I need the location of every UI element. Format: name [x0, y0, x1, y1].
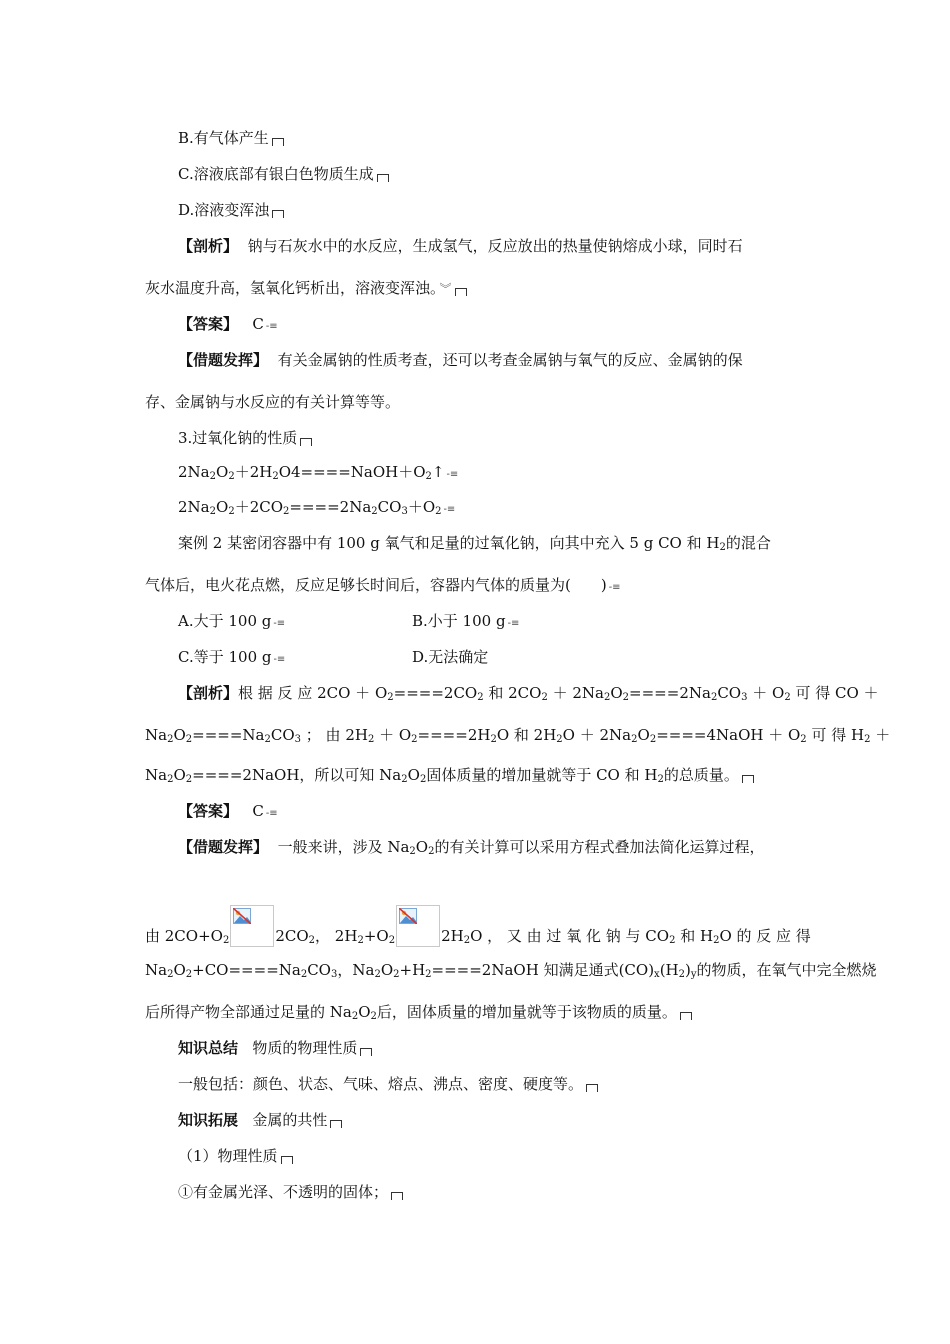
case-2-option-b: B.小于 100 g -≡: [412, 612, 520, 630]
line-break-icon: -≡: [446, 469, 459, 480]
analysis-2-line-3: $Na_2O_2====2NaOH$，所以可知 $Na_2O_2$固体质量的增加量就等于 CO 和 $H_2$的总质量。: [145, 765, 809, 785]
case-2-line-1: 案例 2 某密闭容器中有 100 g 氧气和足量的过氧化钠，向其中充入 5 g CO 和 $H_2$的混合: [178, 534, 771, 553]
expand-item-1: （1）物理性质: [178, 1146, 293, 1166]
extend-2-line-4: 后所得产物全部通过足量的 $Na_2O_2$后，固体质量的增加量就等于该物质的质量。: [145, 1002, 809, 1022]
paragraph-mark-icon: [300, 438, 312, 446]
option-d: D.溶液变浑浊: [178, 200, 284, 220]
equation-2: $2Na_2O_2+2CO_2====2Na_2CO_3+O_2$ -≡: [178, 498, 456, 517]
paragraph-mark-icon: [586, 1084, 598, 1092]
extend-2-line-2: 由 $2CO+O_2$ $2CO_2$， $2H_2+O_2$ $2H_2O$ ， 又 由 过 氧 化 钠 与 $CO_2$ 和 $H_2O$ 的 反 应 得: [145, 905, 809, 947]
broken-image-icon: [396, 905, 440, 947]
analysis-1-line-2: 灰水温度升高，氢氧化钙析出，溶液变浑浊。 ︾: [145, 278, 809, 299]
broken-image-icon: [230, 905, 274, 947]
case-2-line-2: 气体后，电火花点燃，反应足够长时间后，容器内气体的质量为( ) -≡: [145, 576, 621, 594]
analysis-2-line-2: $Na_2O_2====Na_2CO_3$ ； 由 $2H_2 + O_2====2H_2O$ 和 $2H_2O$ ＋ $2Na_2O_2====4NaOH + O_2$ 可 得 $H_2$ ＋: [145, 726, 891, 745]
paragraph-mark-icon: [330, 1120, 342, 1128]
paragraph-mark-icon: [742, 775, 754, 783]
knowledge-expand: 知识拓展 金属的共性: [178, 1110, 342, 1130]
case-2-option-d: D.无法确定: [412, 648, 489, 666]
line-break-icon: -≡: [273, 618, 286, 629]
paragraph-mark-icon: [455, 288, 467, 296]
line-break-icon: -≡: [507, 618, 520, 629]
knowledge-summary-line: 一般包括：颜色、状态、气味、熔点、沸点、密度、硬度等。: [178, 1074, 598, 1094]
answer-1: 【答案】 C -≡: [178, 315, 278, 333]
extend-2-line-3: $Na_2O_2+CO====Na_2CO_3$，$Na_2O_2+H_2====2NaOH$ 知满足通式$(CO)_x(H_2)_y$的物质，在氧气中完全燃烧: [145, 961, 877, 980]
line-break-icon: -≡: [265, 808, 278, 819]
section-3-title: 3.过氧化钠的性质: [178, 428, 312, 448]
answer-2: 【答案】 C -≡: [178, 802, 278, 820]
paragraph-mark-icon: [360, 1048, 372, 1056]
option-c: C.溶液底部有银白色物质生成: [178, 164, 389, 184]
expand-item-2: ①有金属光泽、不透明的固体；: [178, 1182, 403, 1202]
chevron-mark-icon: ︾: [439, 282, 452, 296]
line-break-icon: -≡: [265, 321, 278, 332]
extend-2-line-1: 【借题发挥】 一般来讲，涉及 $Na_2O_2$的有关计算可以采用方程式叠加法简化运算过程，: [178, 838, 765, 857]
case-2-option-a: A.大于 100 g -≡: [178, 612, 286, 630]
line-break-icon: -≡: [443, 504, 456, 515]
line-break-icon: -≡: [273, 654, 286, 665]
line-break-icon: -≡: [608, 582, 621, 593]
case-2-option-c: C.等于 100 g -≡: [178, 648, 286, 666]
paragraph-mark-icon: [281, 1156, 293, 1164]
equation-1: $2Na_2O_2+2H_2O4====NaOH+O_2↑$ -≡: [178, 463, 459, 482]
paragraph-mark-icon: [391, 1192, 403, 1200]
extend-1-line-2: 存、金属钠与水反应的有关计算等等。: [145, 393, 401, 411]
knowledge-summary: 知识总结 物质的物理性质: [178, 1038, 372, 1058]
paragraph-mark-icon: [272, 210, 284, 218]
analysis-1-line-1: 【剖析】 钠与石灰水中的水反应，生成氢气，反应放出的热量使钠熔成小球，同时石: [178, 237, 743, 255]
paragraph-mark-icon: [680, 1012, 692, 1020]
paragraph-mark-icon: [272, 138, 284, 146]
paragraph-mark-icon: [377, 174, 389, 182]
extend-1-line-1: 【借题发挥】 有关金属钠的性质考查，还可以考查金属钠与氧气的反应、金属钠的保: [178, 351, 743, 369]
analysis-2-line-1: 【剖析】 根 据 反 应 $2CO + O_2====2CO_2$ 和 $2CO_2 + 2Na_2O_2====2Na_2CO_3 + O_2$ 可 得 CO ＋: [178, 684, 879, 703]
option-b: B.有气体产生: [178, 128, 284, 148]
